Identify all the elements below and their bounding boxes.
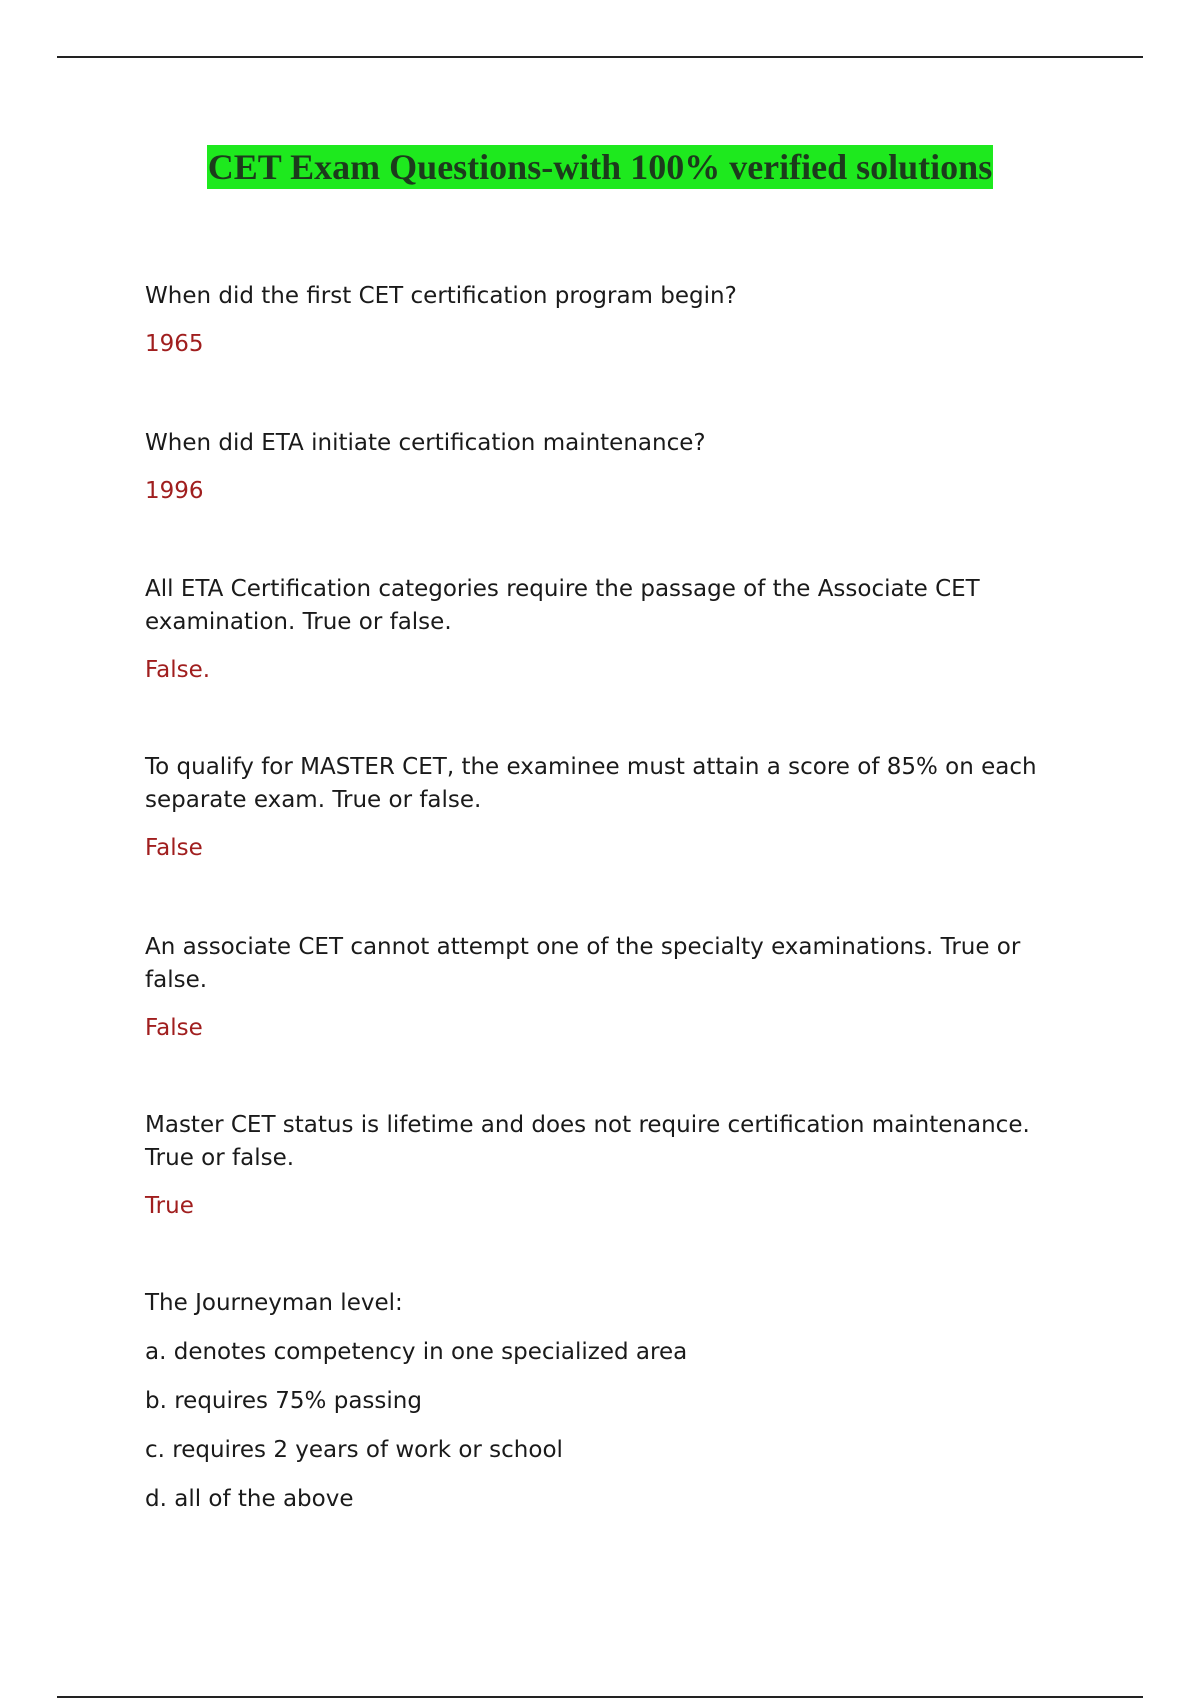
answer-text: 1996 — [145, 478, 204, 504]
bottom-rule — [57, 1696, 1143, 1698]
answer-text: False. — [145, 657, 211, 683]
question-text: The Journeyman level: — [145, 1290, 403, 1316]
question-text: To qualify for MASTER CET, the examinee must attain a score of 85% on each separate exam. True or false. — [145, 754, 1037, 813]
question-text: All ETA Certification categories require the passage of the Associate CET examination. True or false. — [145, 576, 980, 635]
qa-item-2 — [145, 427, 1045, 508]
question-text: An associate CET cannot attempt one of the specialty examinations. True or false. — [145, 934, 1021, 993]
answer-text: False — [145, 835, 203, 861]
question-text: When did ETA initiate certification maintenance? — [145, 430, 706, 456]
question-text: When did the first CET certification program begin? — [145, 283, 737, 309]
qa-item-3 — [145, 573, 1045, 687]
qa-item-6 — [145, 1109, 1045, 1223]
option-c: c. requires 2 years of work or school — [145, 1437, 563, 1463]
answer-text: 1965 — [145, 331, 204, 357]
answer-text: True — [145, 1193, 194, 1219]
option-b: b. requires 75% passing — [145, 1388, 422, 1414]
document-title: CET Exam Questions-with 100% verified solutions — [207, 147, 993, 187]
question-text: Master CET status is lifetime and does not require certification maintenance. True or false. — [145, 1112, 1030, 1171]
top-rule — [57, 56, 1143, 58]
answer-text: False — [145, 1015, 203, 1041]
qa-item-4 — [145, 751, 1045, 865]
option-d: d. all of the above — [145, 1486, 354, 1512]
qa-item-5 — [145, 931, 1045, 1045]
title-wrapper — [0, 145, 1200, 189]
option-a: a. denotes competency in one specialized area — [145, 1339, 688, 1365]
qa-item-7 — [145, 1287, 1045, 1516]
qa-item-1 — [145, 280, 1045, 361]
